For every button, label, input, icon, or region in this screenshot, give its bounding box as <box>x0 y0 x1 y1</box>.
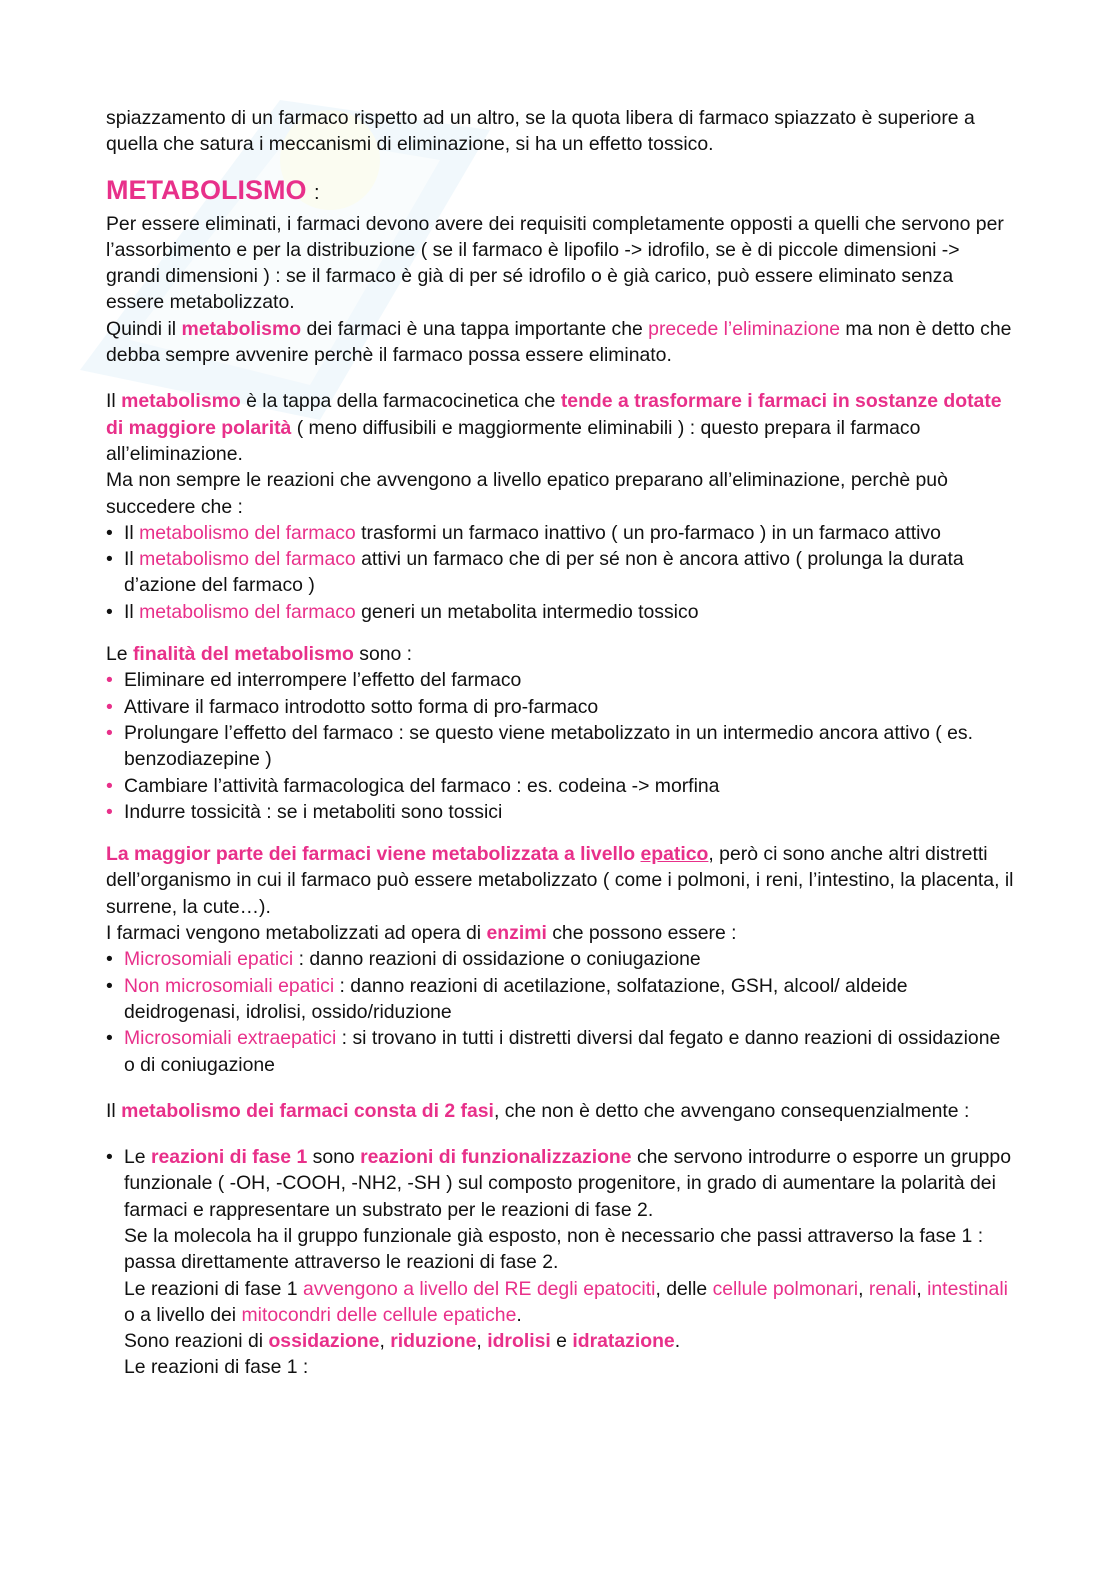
paragraph-hepatic-metabolism: La maggior parte dei farmaci viene metabolizzata a livello epatico, però ci sono anche altri distretti dell’organismo in cui il farmaco può essere metabolizzato ( come i polmoni, i reni, l’intestino, la placenta, il surrene, la cute…). <box>106 843 1014 918</box>
list-enzymes <box>106 946 1016 1077</box>
list-item: • Indurre tossicità : se i metaboliti sono tossici <box>106 800 503 823</box>
intro-paragraph: spiazzamento di un farmaco rispetto ad un altro, se la quota libera di farmaco spiazzato è superiore a quella che satura i meccanismi di eliminazione, si ha un effetto tossico. <box>106 107 975 156</box>
phase1-location: Le reazioni di fase 1 avvengono a livello del RE degli epatociti, delle cellule polmonari, renali, intestinali o a livello dei mitocondri delle cellule epatiche. <box>124 1277 1008 1326</box>
list-item: • Prolungare l’effetto del farmaco : se questo viene metabolizzato in un intermedio ancora attivo ( es. benzodiazepine ) <box>106 721 973 771</box>
list-item: • Il metabolismo del farmaco generi un metabolita intermedio tossico <box>106 600 699 623</box>
paragraph-phases: Il metabolismo dei farmaci consta di 2 fasi, che non è detto che avvengano consequenzialmente : <box>106 1099 970 1122</box>
phase1-skip: Se la molecola ha il gruppo funzionale già esposto, non è necessario che passi attraverso la fase 1 : passa direttamente attraverso le reazioni di fase 2. <box>124 1224 984 1274</box>
list-metabolism-effects <box>106 520 1016 625</box>
list-item: • Microsomiali extraepatici : si trovano in tutti i distretti diversi dal fegato e danno reazioni di ossidazione o di coniugazione <box>106 1027 1001 1076</box>
section-title: METABOLISMO <box>106 174 307 205</box>
paragraph-hepatic: Ma non sempre le reazioni che avvengono a livello epatico preparano all’eliminazione, perchè può succedere che : <box>106 469 948 518</box>
section-heading <box>106 172 1016 211</box>
list-goals <box>106 667 1016 825</box>
paragraph-goals: Le finalità del metabolismo sono : <box>106 643 413 666</box>
paragraph-enzymes: I farmaci vengono metabolizzati ad opera di enzimi che possono essere : <box>106 922 737 945</box>
document-page <box>106 105 1016 1381</box>
paragraph-definition: Il metabolismo è la tappa della farmacocinetica che tende a trasformare i farmaci in sostanze dotate di maggiore polarità ( meno diffusibili e maggiormente eliminabili ) : questo prepara il farmaco all’eliminazione. <box>106 390 1002 465</box>
list-item: • Attivare il farmaco introdotto sotto forma di pro-farmaco <box>106 695 599 718</box>
list-item: • Il metabolismo del farmaco trasformi un farmaco inattivo ( un pro-farmaco ) in un farmaco attivo <box>106 521 941 544</box>
list-item: • Eliminare ed interrompere l’effetto del farmaco <box>106 669 522 692</box>
phase1-definition: Le reazioni di fase 1 sono reazioni di funzionalizzazione che servono introdurre o esporre un gruppo funzionale ( -OH, -COOH, -NH2, -SH ) sul composto progenitore, in grado di aumentare la polarità dei farmaci e rappresentare un substrato per le reazioni di fase 2. <box>124 1146 1011 1221</box>
paragraph-importance: Quindi il metabolismo dei farmaci è una tappa importante che precede l’eliminazione ma non è detto che debba sempre avvenire perchè il farmaco possa essere eliminato. <box>106 317 1012 367</box>
list-item: • Il metabolismo del farmaco attivi un farmaco che di per sé non è ancora attivo ( prolunga la durata d’azione del farmaco ) <box>106 548 964 597</box>
list-item: • Non microsomiali epatici : danno reazioni di acetilazione, solfatazione, GSH, alcool/ aldeide deidrogenasi, idrolisi, ossido/riduzione <box>106 974 908 1023</box>
phase1-item: • Le reazioni di fase 1 sono reazioni di funzionalizzazione che servono introdurre o esporre un gruppo funzionale ( -OH, -COOH, -NH2, -SH ) sul composto progenitore, in grado di aumentare la polarità dei farmaci e rappresentare un substrato per le reazioni di fase 2. Se la molecola ha il gruppo funzionale già esposto, non è necessario che passi attraverso la fase 1 : passa direttamente attraverso le reazioni di fase 2. Le reazioni di fase 1 avvengono a livello del RE degli epatociti, delle cellule polmonari, renali, intestinali o a livello dei mitocondri delle cellule epatiche. Sono reazioni di ossidazione, riduzione, idrolisi e idratazione. Le reazioni di fase 1 : <box>106 1144 1016 1381</box>
list-item: • Microsomiali epatici : danno reazioni di ossidazione o coniugazione <box>106 948 701 971</box>
list-item: • Cambiare l’attività farmacologica del farmaco : es. codeina -> morfina <box>106 774 720 797</box>
section-colon: : <box>314 181 320 204</box>
paragraph-requirements: Per essere eliminati, i farmaci devono avere dei requisiti completamente opposti a quelli che servono per l’assorbimento e per la distribuzione ( se il farmaco è lipofilo -> idrofilo, se è di piccole dimensioni -> grandi dimensioni ) : se il farmaco è già di per sé idrofilo o è già carico, può essere eliminato senza essere metabolizzato. <box>106 212 1004 314</box>
phase1-types: Sono reazioni di ossidazione, riduzione, idrolisi e idratazione. <box>124 1330 681 1353</box>
phase1-tail: Le reazioni di fase 1 : <box>124 1356 309 1379</box>
